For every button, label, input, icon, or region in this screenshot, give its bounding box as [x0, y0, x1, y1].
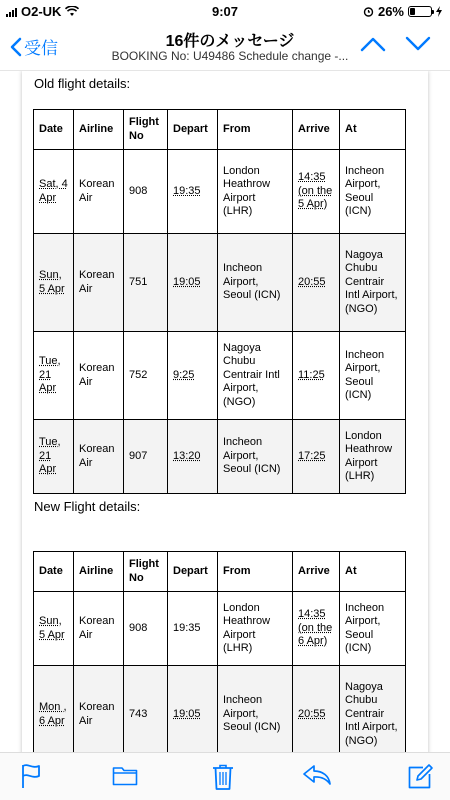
cell-flight-no: 907	[124, 420, 168, 494]
cell-from: London Heathrow Airport (LHR)	[218, 592, 293, 666]
header-at: At	[340, 552, 406, 592]
cell-from: London Heathrow Airport (LHR)	[218, 150, 293, 234]
cell-date[interactable]: Sat, 4 Apr	[34, 150, 74, 234]
cell-airline: Korean Air	[74, 666, 124, 753]
cell-airline: Korean Air	[74, 234, 124, 332]
cell-depart[interactable]: 19:05	[168, 666, 218, 753]
cell-at: Incheon Airport, Seoul (ICN)	[340, 332, 406, 420]
cell-airline: Korean Air	[74, 592, 124, 666]
header-arrive: Arrive	[293, 552, 340, 592]
table-row	[34, 592, 406, 666]
alarm-icon	[363, 6, 374, 17]
cell-flight-no: 743	[124, 666, 168, 753]
nav-bar	[0, 22, 450, 70]
cell-arrive[interactable]: 17:25	[293, 420, 340, 494]
cell-arrive[interactable]: 20:55	[293, 234, 340, 332]
cell-depart[interactable]: 19:35	[168, 150, 218, 234]
table-row	[34, 150, 406, 234]
new-flight-label: New Flight details:	[34, 499, 141, 514]
table-header-row	[34, 552, 406, 592]
nav-title: 16件のメッセージ	[165, 33, 295, 50]
table-row	[34, 420, 406, 494]
cell-airline: Korean Air	[74, 420, 124, 494]
new-flight-table	[33, 551, 406, 752]
cell-flight-no: 752	[124, 332, 168, 420]
back-button[interactable]	[10, 34, 58, 59]
status-right	[363, 4, 442, 19]
chevron-down-icon[interactable]	[405, 36, 431, 52]
chevron-up-icon[interactable]	[360, 36, 386, 52]
cell-from: Incheon Airport, Seoul (ICN)	[218, 420, 293, 494]
cell-at: Incheon Airport, Seoul (ICN)	[340, 150, 406, 234]
table-row	[34, 234, 406, 332]
chevron-left-icon	[10, 37, 22, 57]
cell-at: Nagoya Chubu Centrair Intl Airport, (NGO)	[340, 234, 406, 332]
header-date: Date	[34, 110, 74, 150]
cell-at: Incheon Airport, Seoul (ICN)	[340, 592, 406, 666]
cell-date[interactable]: Mon , 6 Apr	[34, 666, 74, 753]
back-label: 受信	[24, 39, 58, 58]
cell-airline: Korean Air	[74, 332, 124, 420]
status-time: 9:07	[211, 4, 239, 19]
old-flight-label: Old flight details:	[34, 76, 131, 91]
battery-level	[410, 8, 415, 15]
carrier-label: O2-UK	[21, 4, 62, 19]
cell-date[interactable]: Tue, 21 Apr	[34, 332, 74, 420]
reply-icon[interactable]	[302, 763, 332, 787]
folder-icon[interactable]	[112, 763, 138, 787]
message-body[interactable]	[0, 70, 450, 752]
header-from: From	[218, 552, 293, 592]
cell-from: Nagoya Chubu Centrair Intl Airport, (NGO)	[218, 332, 293, 420]
header-depart: Depart	[168, 110, 218, 150]
cell-arrive[interactable]: 20:55	[293, 666, 340, 753]
header-airline: Airline	[74, 110, 124, 150]
cell-depart[interactable]: 13:20	[168, 420, 218, 494]
header-flight-no: Flight No	[124, 552, 168, 592]
cell-from: Incheon Airport, Seoul (ICN)	[218, 234, 293, 332]
compose-icon[interactable]	[406, 763, 434, 791]
cell-date[interactable]: Sun, 5 Apr	[34, 592, 74, 666]
cell-arrive[interactable]: 11:25	[293, 332, 340, 420]
cell-date[interactable]: Sun, 5 Apr	[34, 234, 74, 332]
battery-percent: 26%	[377, 4, 404, 19]
header-arrive: Arrive	[293, 110, 340, 150]
email-page	[22, 71, 428, 752]
battery-icon	[408, 6, 432, 17]
cell-at: Nagoya Chubu Centrair Intl Airport, (NGO)	[340, 666, 406, 753]
header-date: Date	[34, 552, 74, 592]
table-row	[34, 666, 406, 753]
status-bar	[0, 0, 450, 22]
cell-arrive[interactable]: 14:35 (on the 6 Apr)	[293, 592, 340, 666]
cell-arrive[interactable]: 14:35 (on the 5 Apr)	[293, 150, 340, 234]
nav-subtitle: BOOKING No: U49486 Schedule change -...	[111, 49, 349, 63]
table-row	[34, 332, 406, 420]
charging-icon	[436, 6, 442, 17]
cell-flight-no: 751	[124, 234, 168, 332]
bottom-toolbar	[0, 752, 450, 800]
cell-date[interactable]: Tue, 21 Apr	[34, 420, 74, 494]
header-depart: Depart	[168, 552, 218, 592]
cell-depart[interactable]: 19:05	[168, 234, 218, 332]
cell-depart[interactable]: 9:25	[168, 332, 218, 420]
cell-flight-no: 908	[124, 592, 168, 666]
header-airline: Airline	[74, 552, 124, 592]
table-header-row	[34, 110, 406, 150]
flag-icon[interactable]	[20, 763, 42, 789]
cell-from: Incheon Airport, Seoul (ICN)	[218, 666, 293, 753]
cell-depart: 19:35	[168, 592, 218, 666]
header-from: From	[218, 110, 293, 150]
header-flight-no: Flight No	[124, 110, 168, 150]
header-at: At	[340, 110, 406, 150]
trash-icon[interactable]	[211, 763, 235, 791]
cell-airline: Korean Air	[74, 150, 124, 234]
cell-flight-no: 908	[124, 150, 168, 234]
cell-at: London Heathrow Airport (LHR)	[340, 420, 406, 494]
old-flight-table	[33, 109, 406, 494]
